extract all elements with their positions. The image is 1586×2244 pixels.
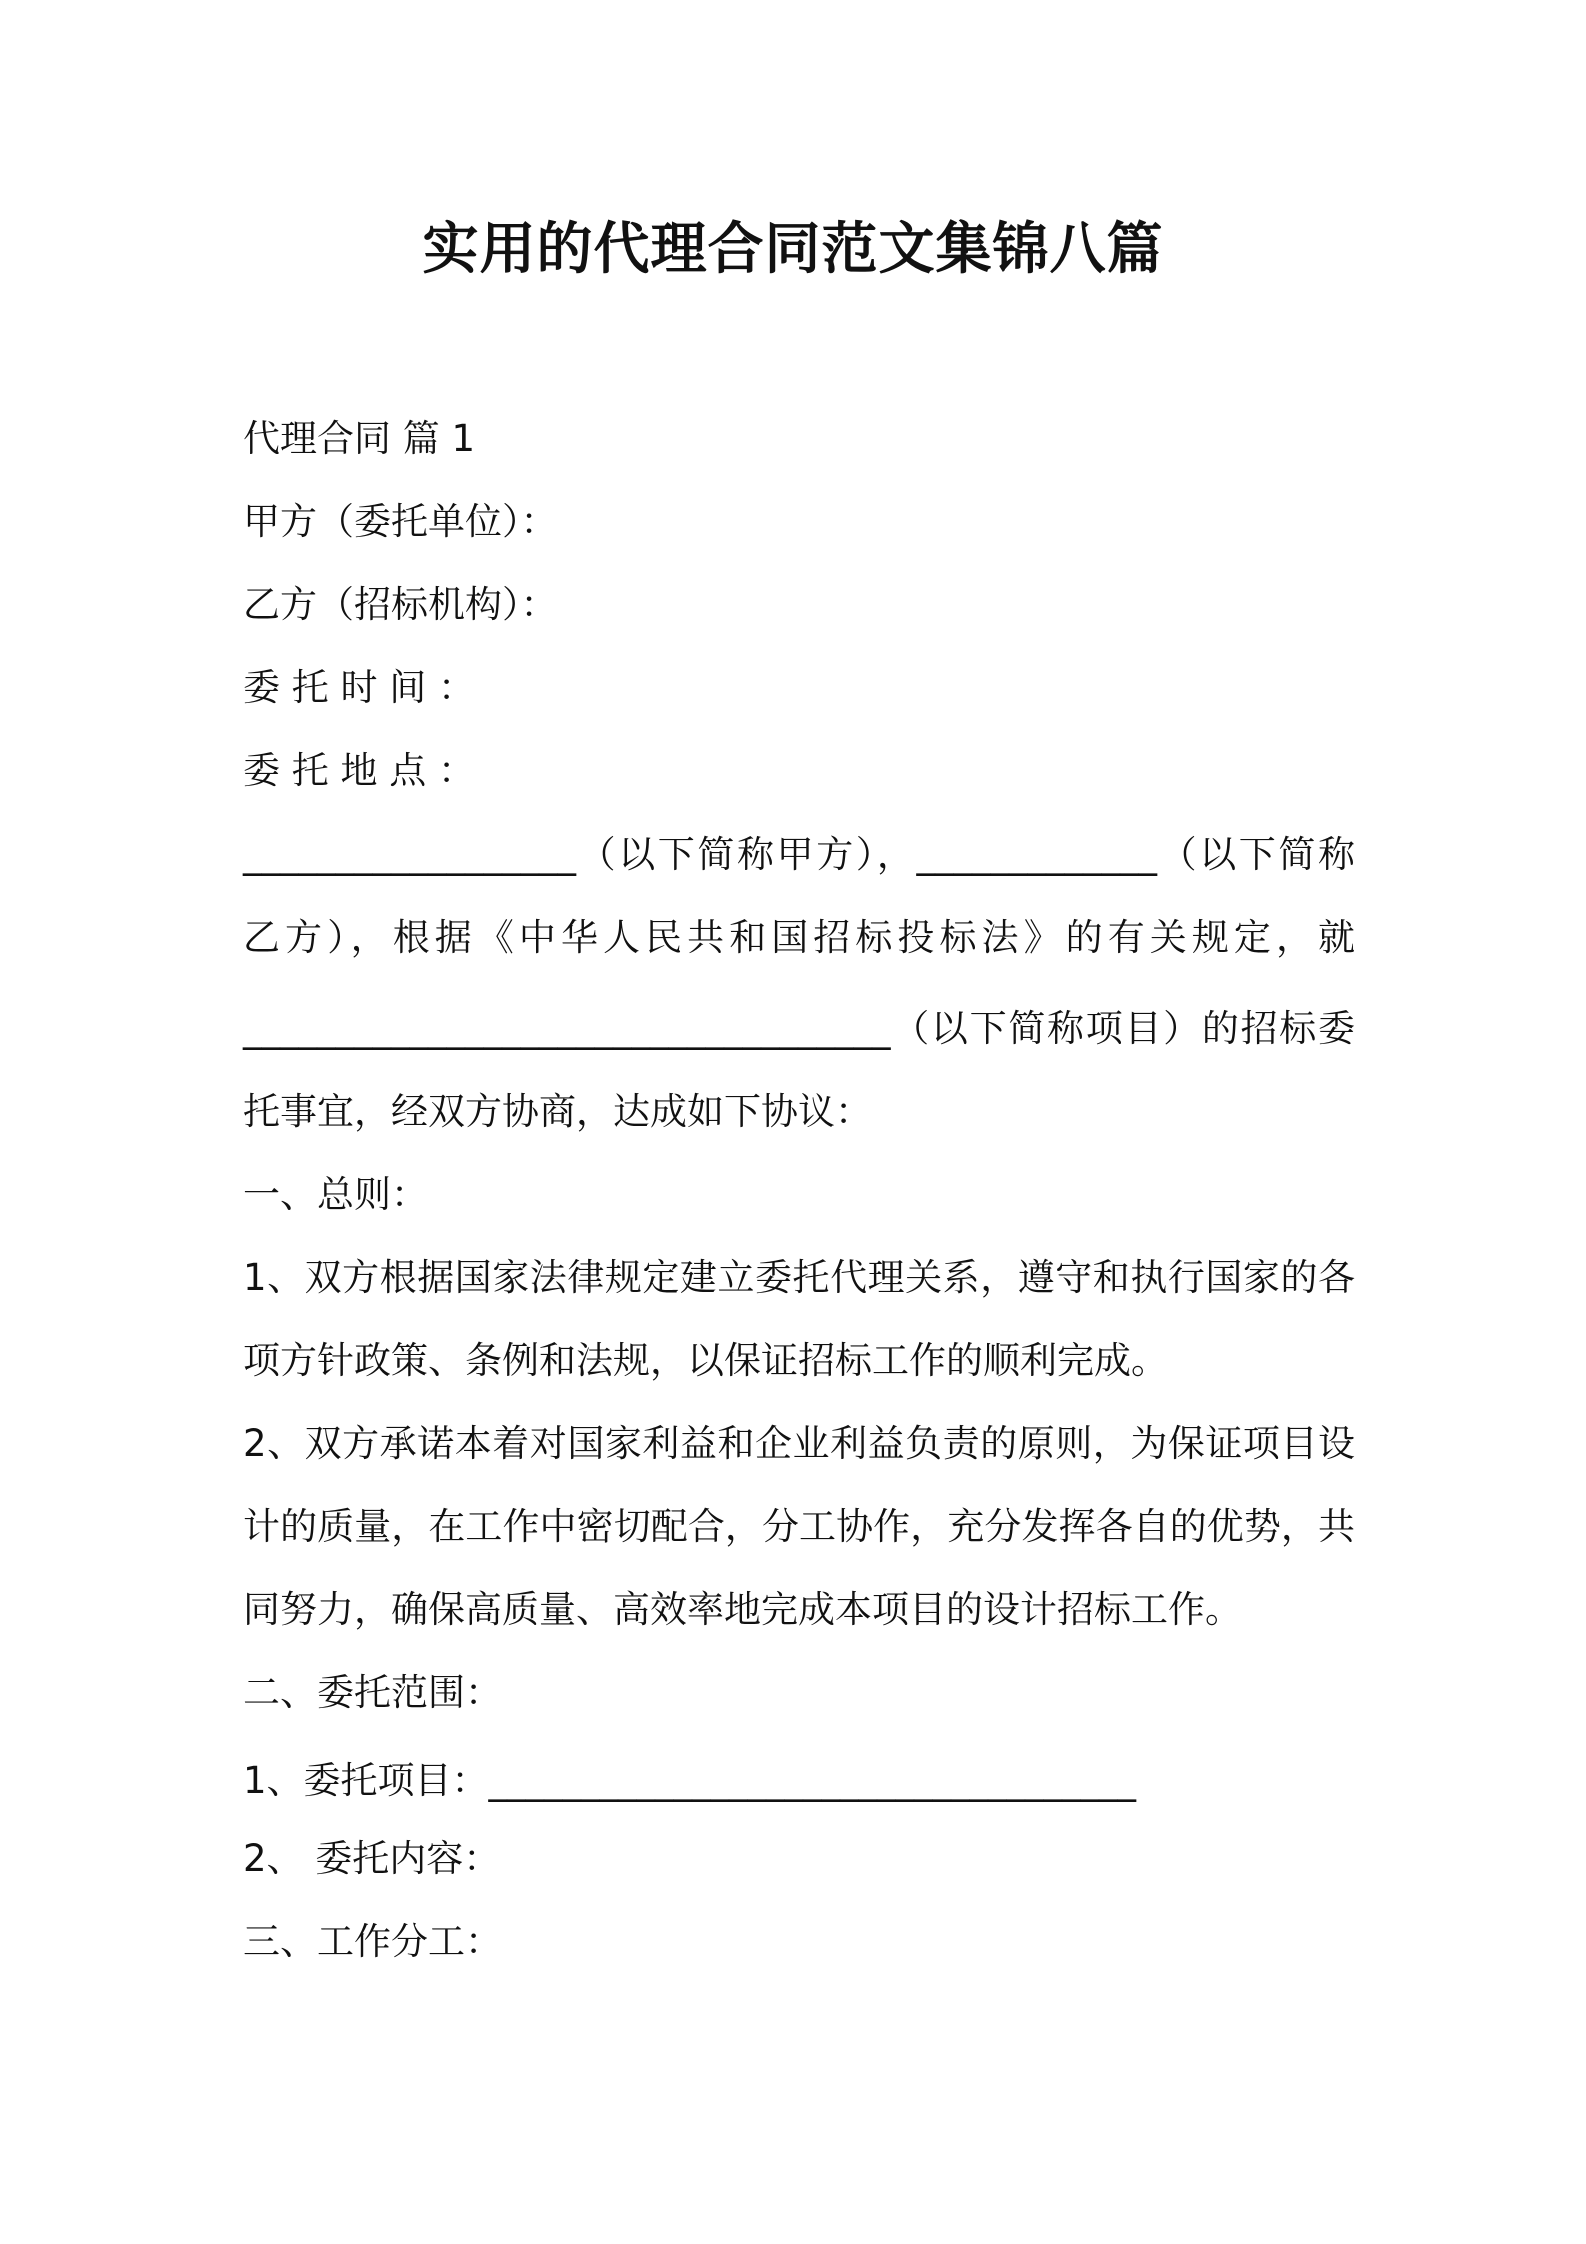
section-heading: 代理合同 篇 1: [243, 417, 476, 460]
preamble-line-1: __________________（以下简称甲方），_____________（以下简称: [243, 833, 1355, 876]
entrust-place-line: 委 托 地 点 ：: [243, 749, 476, 792]
document-title: 实用的代理合同范文集锦八篇: [422, 217, 1164, 282]
clause-2-1: 1、委托项目：___________________________________: [243, 1759, 1137, 1802]
preamble-line-3: ___________________________________（以下简称项目）的招标委: [243, 1007, 1355, 1050]
heading-general: 一、总则：: [243, 1173, 428, 1216]
entrust-time-line: 委 托 时 间 ：: [243, 666, 476, 709]
preamble-line-4: 托事宜，经双方协商，达成如下协议：: [243, 1090, 872, 1133]
preamble-line-2: 乙方），根据《中华人民共和国招标投标法》的有关规定，就: [243, 916, 1355, 959]
clause-1-1-line-1: 1、双方根据国家法律规定建立委托代理关系，遵守和执行国家的各: [243, 1256, 1355, 1299]
clause-1-2-line-1: 2、双方承诺本着对国家利益和企业利益负责的原则，为保证项目设: [243, 1422, 1355, 1465]
clause-2-2: 2、 委托内容：: [243, 1837, 501, 1880]
heading-scope: 二、委托范围：: [243, 1671, 502, 1714]
clause-1-2-line-2: 计的质量，在工作中密切配合，分工协作，充分发挥各自的优势，共: [243, 1505, 1355, 1548]
party-a-line: 甲方（委托单位）：: [243, 500, 558, 543]
clause-1-2-line-3: 同努力，确保高质量、高效率地完成本项目的设计招标工作。: [243, 1588, 1242, 1631]
clause-1-1-line-2: 项方针政策、条例和法规，以保证招标工作的顺利完成。: [243, 1339, 1168, 1382]
heading-division-of-work: 三、工作分工：: [243, 1920, 502, 1963]
party-b-line: 乙方（招标机构）：: [243, 583, 558, 626]
